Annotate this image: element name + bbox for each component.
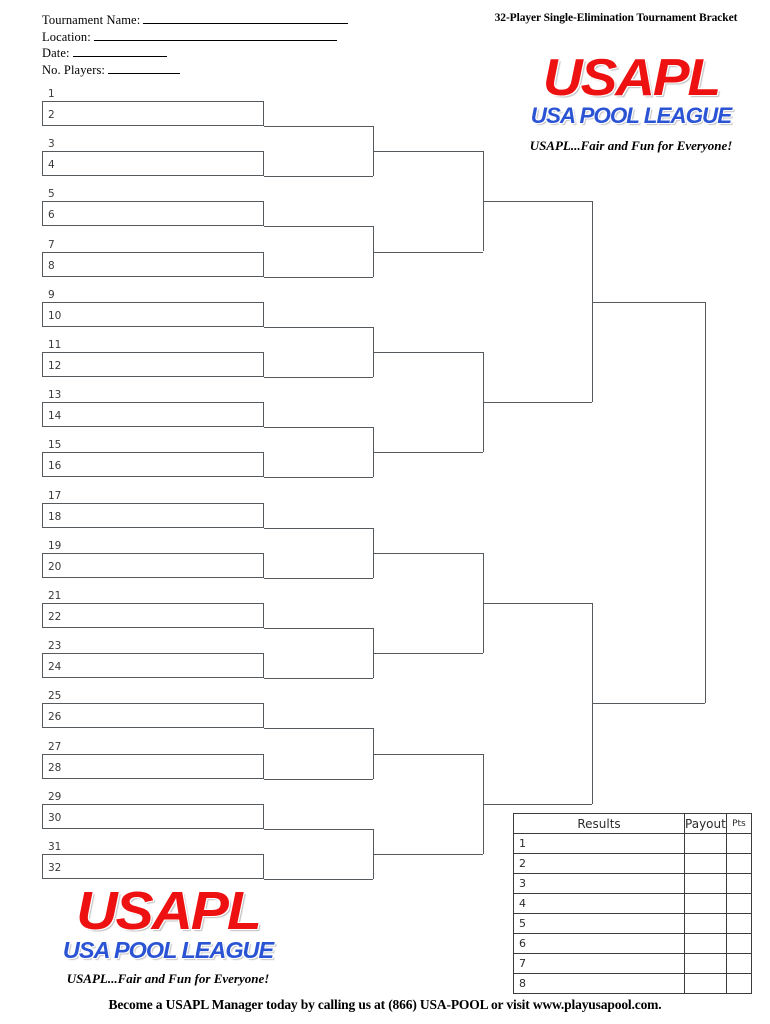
seed-number-lower: 18 [48,510,62,523]
seed-number-lower: 24 [48,661,62,674]
table-row [514,834,752,854]
bracket-connector-line [483,402,592,403]
seed-number-lower: 32 [48,862,62,874]
tournament-name-label: Tournament Name: [42,13,141,27]
bracket-connector-line [264,879,373,880]
bracket-connector-line [373,854,483,855]
seed-number-upper: 17 [48,489,62,502]
pts-column-header: Pts [726,814,751,834]
seed-match-box[interactable] [42,590,264,628]
seed-number-upper: 27 [48,740,62,753]
seed-number-upper: 25 [48,690,62,703]
bracket-connector-line [264,678,373,679]
pts-cell[interactable] [726,954,751,974]
table-row [514,874,752,894]
payout-column-header: Payout [685,814,727,834]
result-rank-cell[interactable]: 1 [514,834,685,854]
location-label: Location: [42,29,91,44]
bracket-connector-line [264,377,373,378]
payout-cell[interactable] [685,874,727,894]
seed-match-box[interactable] [42,439,264,477]
usapl-logo-footer [36,881,300,987]
bracket-connector-line [483,804,592,805]
bracket-connector-line [264,427,373,428]
payout-cell[interactable] [685,914,727,934]
bracket-connector-line [264,277,373,278]
seed-number-upper: 1 [48,88,55,100]
seed-match-box[interactable] [42,339,264,377]
no-players-label: No. Players: [42,62,105,77]
bracket-connector-line [592,703,705,704]
bracket-connector-line [264,628,373,629]
payout-cell[interactable] [685,934,727,954]
result-rank-cell[interactable]: 4 [514,894,685,914]
seed-match-box[interactable] [42,188,264,226]
bracket-connector-line [264,578,373,579]
seed-number-upper: 13 [48,389,62,402]
seed-match-box[interactable] [42,539,264,578]
footer-note: Become a USAPL Manager today by calling us at (866) USA-POOL or visit www.playusapool.com. [108,997,662,1012]
seed-number-upper: 15 [48,439,62,452]
seed-match-box[interactable] [42,740,264,779]
seed-number-lower: 14 [48,410,62,423]
seed-number-lower: 10 [48,309,62,322]
table-row [514,854,752,874]
seed-number-upper: 7 [48,238,55,251]
seed-match-box[interactable] [42,288,264,327]
bracket-connector-line [264,126,373,127]
pts-cell[interactable] [726,934,751,954]
bracket-connector-line [373,553,483,554]
table-row [514,894,752,914]
seed-match-box[interactable] [42,88,264,126]
seed-number-lower: 20 [48,560,62,573]
table-row [514,974,752,994]
bracket-connector-line [483,201,592,202]
results-header-row [514,814,752,834]
seed-number-lower: 12 [48,360,62,372]
usapl-wordmark: USAPL [76,881,260,941]
pts-cell[interactable] [726,854,751,874]
table-row [514,954,752,974]
seed-number-upper: 9 [48,288,55,301]
table-row [514,934,752,954]
seed-match-box[interactable] [42,690,264,728]
seed-number-upper: 11 [48,339,62,351]
seed-match-box[interactable] [42,489,264,528]
bracket-connector-line [483,603,592,604]
result-rank-cell[interactable]: 5 [514,914,685,934]
seed-number-lower: 16 [48,460,62,473]
payout-cell[interactable] [685,854,727,874]
bracket-connector-line [373,653,483,654]
pts-cell[interactable] [726,874,751,894]
seed-number-upper: 19 [48,539,62,552]
seed-match-box[interactable] [42,790,264,829]
bracket-connector-line [592,302,705,303]
seed-number-lower: 26 [48,711,62,724]
seed-number-lower: 22 [48,611,62,623]
seed-number-lower: 30 [48,811,62,824]
seed-number-lower: 28 [48,761,62,774]
seed-number-upper: 29 [48,790,62,803]
result-rank-cell[interactable]: 2 [514,854,685,874]
bracket-connector-line [373,754,483,755]
usapl-tagline: USAPL...Fair and Fun for Everyone! [66,971,270,986]
bracket-connector-line [264,779,373,780]
payout-cell[interactable] [685,954,727,974]
seed-match-box[interactable] [42,841,264,879]
bracket-connector-line [373,352,483,353]
usapl-tagline: USAPL...Fair and Fun for Everyone! [529,138,733,153]
bracket-connector-line [705,302,706,704]
pts-cell[interactable] [726,894,751,914]
seed-number-upper: 21 [48,590,62,602]
bracket-connector-line [264,226,373,227]
result-rank-cell[interactable]: 6 [514,934,685,954]
seed-number-lower: 4 [48,159,55,172]
payout-cell[interactable] [685,974,727,994]
bracket-connector-line [373,452,483,453]
pts-cell[interactable] [726,974,751,994]
bracket-connector-line [264,176,373,177]
bracket-connector-line [264,528,373,529]
date-label: Date: [42,46,70,60]
results-column-header: Results [514,814,685,834]
bracket-connector-line [373,151,483,152]
usapl-wordmark: USAPL [542,49,720,107]
payout-cell[interactable] [685,894,727,914]
seed-number-upper: 31 [48,841,62,853]
results-table [513,813,752,994]
usapl-subtitle: USA POOL LEAGUE [530,103,732,128]
seed-match-box[interactable] [42,640,264,678]
result-rank-cell[interactable]: 8 [514,974,685,994]
bracket-connector-line [264,327,373,328]
seed-match-box[interactable] [42,389,264,427]
pts-cell[interactable] [726,834,751,854]
pts-cell[interactable] [726,914,751,934]
bracket-connector-line [264,829,373,830]
usapl-subtitle: USA POOL LEAGUE [62,937,274,963]
seed-number-lower: 8 [48,259,55,272]
page-title: 32-Player Single-Elimination Tournament Bracket [494,12,738,24]
seed-number-upper: 3 [48,138,55,151]
result-rank-cell[interactable]: 3 [514,874,685,894]
seed-number-upper: 23 [48,640,62,653]
seed-number-lower: 2 [48,109,55,121]
seed-number-lower: 6 [48,209,55,222]
seed-number-upper: 5 [48,188,55,201]
table-row [514,914,752,934]
seed-match-box[interactable] [42,138,264,176]
bracket-connector-line [264,477,373,478]
result-rank-cell[interactable]: 7 [514,954,685,974]
bracket-connector-line [264,728,373,729]
seed-match-box[interactable] [42,238,264,277]
bracket-connector-line [373,252,483,253]
payout-cell[interactable] [685,834,727,854]
